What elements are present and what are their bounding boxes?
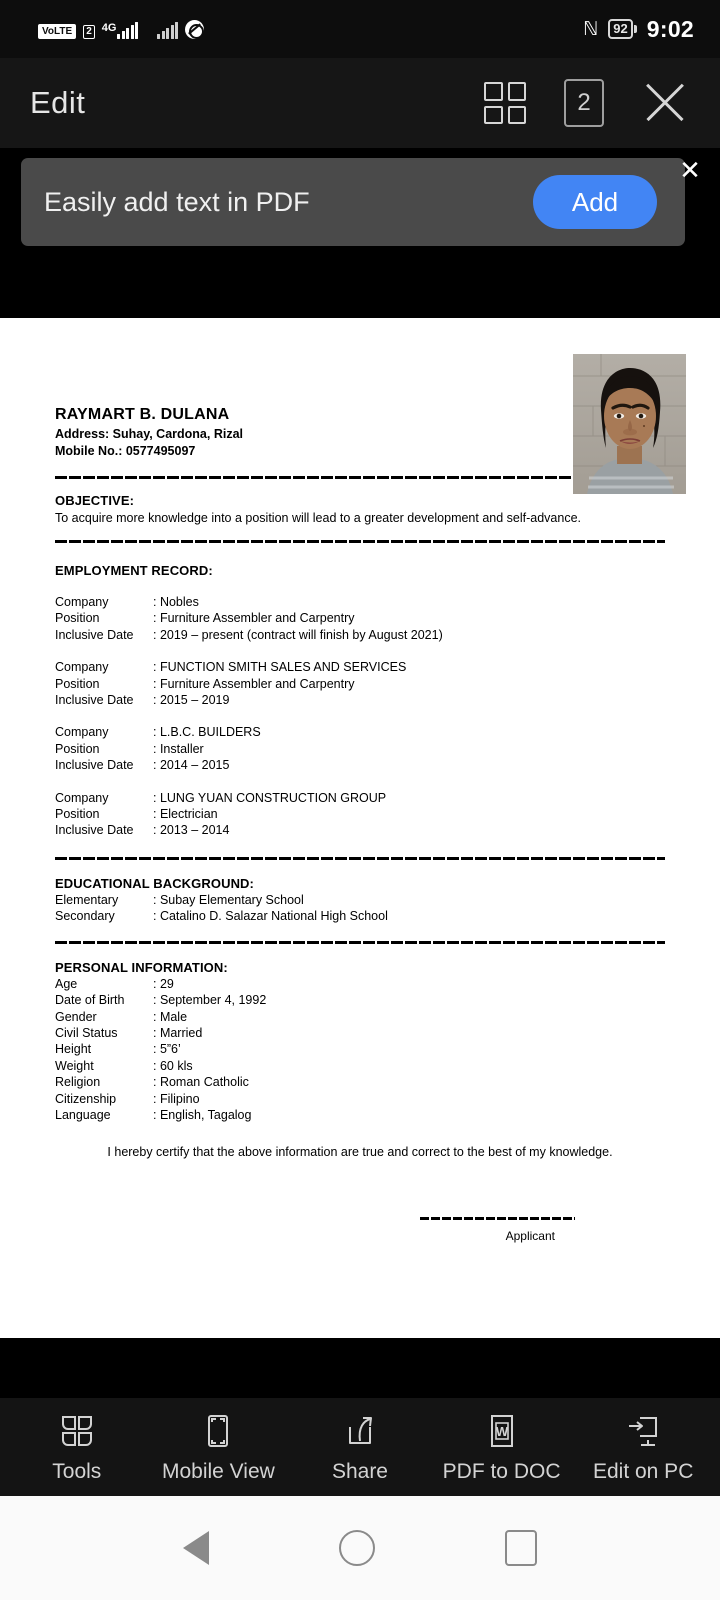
ad-banner-area: [0, 148, 720, 318]
bottom-label-pdf-to-doc: PDF to DOC: [442, 1459, 561, 1483]
employment-entry-2: [55, 659, 406, 708]
position-value: : Installer: [153, 741, 204, 756]
position-label: Position: [55, 611, 100, 626]
table-row: [55, 610, 443, 626]
personal-label: Civil Status: [55, 1025, 118, 1040]
company-value: : L.B.C. BUILDERS: [153, 725, 261, 740]
personal-title: PERSONAL INFORMATION:: [55, 959, 228, 975]
personal-label: Weight: [55, 1058, 94, 1073]
toolbar-actions: [484, 79, 688, 127]
grid-view-icon[interactable]: [484, 82, 526, 124]
personal-value: : September 4, 1992: [153, 993, 267, 1008]
status-bar: [0, 0, 720, 58]
signal-bars-icon: [117, 22, 138, 39]
table-row: [55, 908, 388, 924]
ad-close-icon[interactable]: ✕: [679, 155, 701, 185]
signal-bars-2-icon: [157, 22, 178, 39]
bottom-item-tools[interactable]: [11, 1411, 143, 1484]
share-icon: [340, 1411, 380, 1451]
pdf-page[interactable]: [0, 318, 720, 1338]
table-row: [55, 1107, 266, 1123]
table-row: [55, 790, 386, 806]
alarm-off-icon: [185, 20, 204, 39]
employment-entry-4: [55, 790, 386, 839]
battery-indicator: [608, 19, 636, 39]
personal-value: : 29: [153, 976, 174, 991]
education-value: : Subay Elementary School: [153, 892, 304, 907]
personal-label: Language: [55, 1107, 111, 1122]
personal-label: Date of Birth: [55, 993, 125, 1008]
battery-level-label: 92: [608, 19, 632, 39]
table-row: [55, 892, 388, 908]
table-row: [55, 627, 443, 643]
android-nav-bar: [0, 1496, 720, 1600]
date-label: Inclusive Date: [55, 627, 134, 642]
table-row: [55, 594, 443, 610]
objective-title: OBJECTIVE:: [55, 493, 135, 508]
company-value: : FUNCTION SMITH SALES AND SERVICES: [153, 660, 407, 675]
close-icon[interactable]: [642, 80, 688, 126]
applicant-mobile: Mobile No.: 0577495097: [55, 444, 196, 458]
personal-label: Height: [55, 1042, 92, 1057]
bottom-label-tools: Tools: [52, 1459, 102, 1483]
company-label: Company: [55, 660, 109, 675]
table-row: [55, 724, 261, 740]
employment-entry-1: [55, 594, 443, 643]
volte-icon: VoLTE: [38, 24, 76, 39]
position-value: : Furniture Assembler and Carpentry: [153, 676, 355, 691]
personal-value: : 60 kls: [153, 1058, 193, 1073]
personal-value: : Married: [153, 1025, 203, 1040]
objective-text: To acquire more knowledge into a position will lead to a greater development and self-advance.: [55, 511, 582, 525]
mobile-view-icon: [198, 1411, 238, 1451]
table-row: [55, 659, 406, 675]
page-count-label: 2: [577, 89, 591, 116]
position-value: : Furniture Assembler and Carpentry: [153, 611, 355, 626]
signature-line: [420, 1217, 575, 1220]
personal-value: : Male: [153, 1009, 188, 1024]
signature-label: Applicant: [505, 1229, 555, 1244]
position-label: Position: [55, 676, 100, 691]
table-row: [55, 692, 406, 708]
divider-3: [55, 857, 665, 860]
bottom-item-share[interactable]: [294, 1411, 426, 1484]
table-row: [55, 1058, 266, 1074]
certification-text: I hereby certify that the above information are true and correct to the best of my knowledge.: [107, 1145, 613, 1160]
ad-banner[interactable]: [21, 158, 685, 246]
svg-text:W: W: [495, 1423, 508, 1439]
personal-value: : Filipino: [153, 1091, 200, 1106]
personal-value: : Roman Catholic: [153, 1075, 249, 1090]
bottom-label-edit-on-pc: Edit on PC: [592, 1459, 694, 1483]
page-count-button[interactable]: [564, 79, 604, 127]
ad-message: Easily add text in PDF: [44, 186, 310, 217]
edit-on-pc-icon: [623, 1411, 663, 1451]
table-row: [55, 992, 266, 1008]
tools-icon: [57, 1411, 97, 1451]
date-label: Inclusive Date: [55, 758, 134, 773]
spacer: [55, 774, 665, 790]
bottom-label-share: Share: [331, 1459, 388, 1483]
clock-label: 9:02: [646, 15, 694, 42]
date-label: Inclusive Date: [55, 693, 134, 708]
company-label: Company: [55, 595, 109, 609]
table-row: [55, 976, 266, 992]
word-doc-icon: [482, 1411, 522, 1451]
network-type-label: 4G: [101, 21, 117, 34]
page-background: [0, 1338, 720, 1398]
table-row: [55, 1074, 266, 1090]
personal-label: Age: [55, 976, 78, 991]
table-row: [55, 1041, 266, 1057]
table-row: [55, 741, 261, 757]
app-toolbar: [0, 58, 720, 148]
page-title: Edit: [30, 85, 86, 120]
personal-label: Gender: [55, 1009, 97, 1024]
table-row: [55, 806, 386, 822]
signature-area: [55, 1207, 665, 1243]
spacer: [55, 708, 665, 724]
company-label: Company: [55, 725, 109, 740]
education-value: : Catalino D. Salazar National High School: [153, 909, 388, 924]
date-value: : 2015 – 2019: [153, 693, 230, 708]
personal-label: Religion: [55, 1075, 101, 1090]
divider-2: [55, 540, 665, 543]
home-circle-icon[interactable]: [339, 1530, 375, 1566]
divider-4: [55, 941, 665, 944]
education-table: [55, 892, 388, 925]
company-label: Company: [55, 790, 109, 805]
table-row: [55, 676, 406, 692]
back-triangle-icon[interactable]: [183, 1531, 209, 1565]
nfc-icon: ℕ: [583, 18, 599, 40]
status-bar-right: [583, 16, 694, 43]
table-row: [55, 822, 386, 838]
company-value: : LUNG YUAN CONSTRUCTION GROUP: [153, 790, 387, 805]
recents-square-icon[interactable]: [505, 1530, 537, 1566]
education-label: Elementary: [55, 892, 119, 907]
table-row: [55, 1091, 266, 1107]
spacer: [55, 643, 665, 659]
education-label: Secondary: [55, 909, 115, 924]
personal-label: Citizenship: [55, 1091, 117, 1106]
date-value: : 2013 – 2014: [153, 823, 230, 838]
table-row: [55, 1009, 266, 1025]
bottom-item-edit-on-pc[interactable]: [577, 1411, 709, 1484]
date-value: : 2019 – present (contract will finish by August 2021): [153, 627, 443, 642]
bottom-label-mobile-view: Mobile View: [161, 1459, 275, 1483]
personal-table: [55, 976, 266, 1124]
network-signal-1: [102, 22, 139, 39]
battery-cap-icon: [634, 25, 637, 33]
sim-slot-icon: 2: [83, 25, 95, 39]
company-value: : Nobles: [153, 595, 199, 609]
personal-value: : English, Tagalog: [153, 1107, 252, 1122]
status-bar-left: [38, 20, 204, 39]
position-label: Position: [55, 741, 100, 756]
date-value: : 2014 – 2015: [153, 758, 230, 773]
bottom-toolbar: [0, 1398, 720, 1496]
date-label: Inclusive Date: [55, 823, 134, 838]
education-title: EDUCATIONAL BACKGROUND:: [55, 875, 254, 891]
personal-value: : 5”6’: [153, 1042, 181, 1057]
bottom-item-pdf-to-doc[interactable]: [436, 1411, 568, 1484]
position-label: Position: [55, 807, 100, 822]
position-value: : Electrician: [153, 807, 218, 822]
ad-add-button[interactable]: Add: [533, 175, 657, 229]
employment-title: EMPLOYMENT RECORD:: [55, 563, 213, 578]
resume-document: [0, 318, 720, 1243]
table-row: [55, 1025, 266, 1041]
applicant-address: Address: Suhay, Cardona, Rizal: [55, 427, 244, 441]
applicant-photo: [573, 354, 686, 494]
table-row: [55, 757, 261, 773]
employment-entry-3: [55, 724, 261, 773]
bottom-item-mobile-view[interactable]: [152, 1411, 284, 1484]
applicant-name: RAYMART B. DULANA: [55, 406, 230, 423]
